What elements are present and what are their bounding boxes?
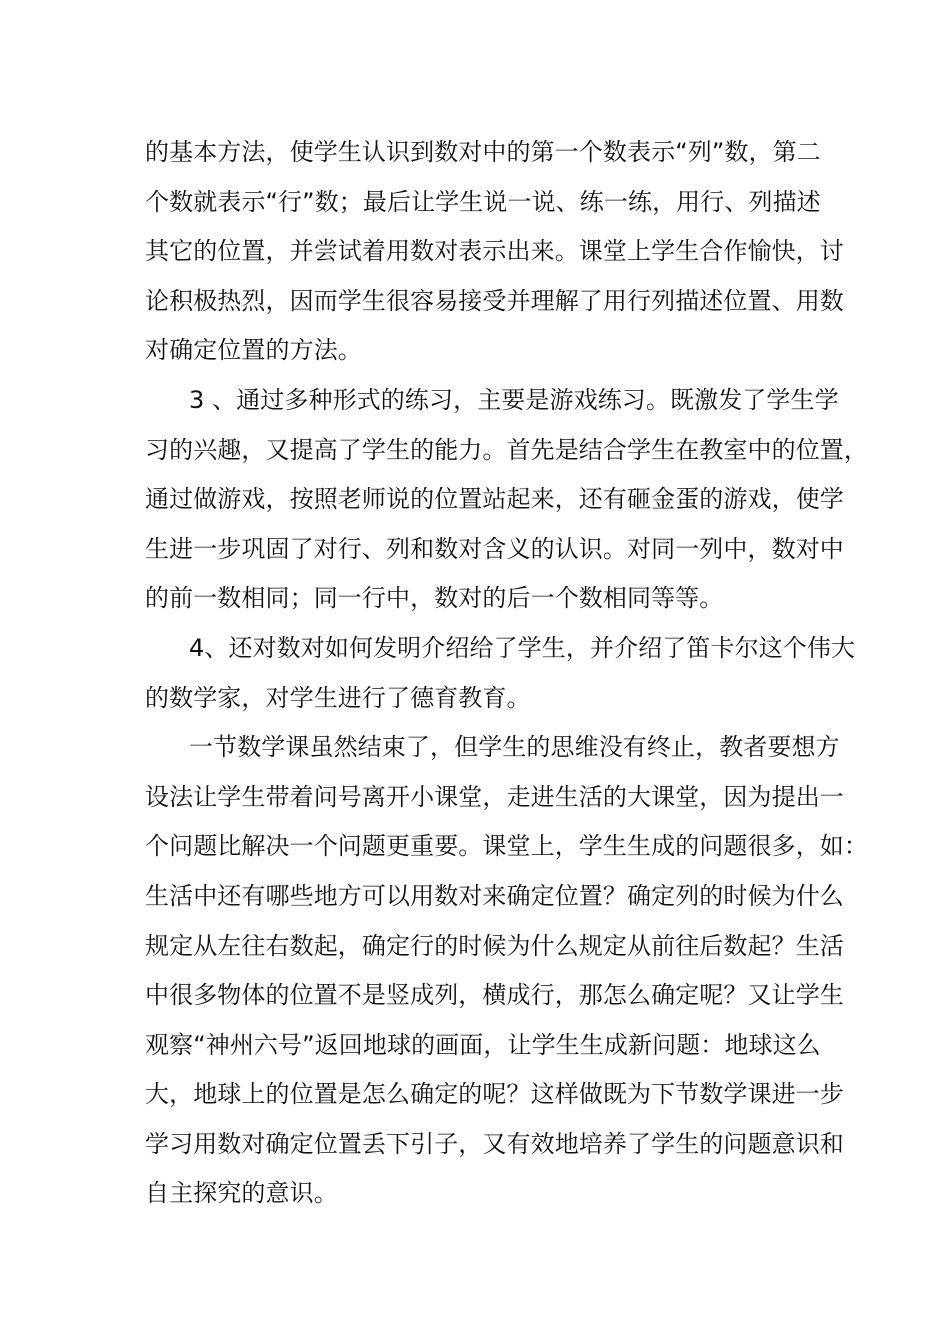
text-line: 生进一步巩固了对行、列和数对含义的认识。对同一列中，数对中: [145, 534, 844, 563]
paragraph-start-line: 3 、通过多种形式的练习，主要是游戏练习。既激发了学生学: [189, 385, 839, 414]
paragraph-start-line: 4、还对数对如何发明介绍给了学生，并介绍了笛卡尔这个伟大: [189, 633, 856, 662]
text-line: 论积极热烈，因而学生很容易接受并理解了用行列描述位置、用数: [145, 286, 844, 315]
text-line: 通过做游戏，按照老师说的位置站起来，还有砸金蛋的游戏，使学: [145, 485, 844, 514]
text-line: 的数学家，对学生进行了德育教育。: [145, 683, 531, 712]
text-line: 中很多物体的位置不是竖成列，横成行，那怎么确定呢？又让学生: [145, 981, 844, 1010]
body-text: [145, 128, 868, 1219]
text-line: 学习用数对确定位置丢下引子，又有效地培养了学生的问题意识和: [145, 1129, 844, 1158]
text-line: 规定从左往右数起，确定行的时候为什么规定从前往后数起？生活: [145, 931, 844, 960]
text-line: 的基本方法，使学生认识到数对中的第一个数表示“列”数，第二: [145, 138, 821, 166]
text-line: 观察“神州六号”返回地球的画面，让学生生成新问题：地球这么: [145, 1030, 821, 1059]
text-line: 个数就表示“行”数；最后让学生说一说、练一练，用行、列描述: [145, 187, 821, 216]
text-line: 的前一数相同；同一行中，数对的后一个数相同等等。: [145, 584, 724, 613]
text-line: 大，地球上的位置是怎么确定的呢？这样做既为下节数学课进一步: [145, 1080, 844, 1109]
text-line: 其它的位置，并尝试着用数对表示出来。课堂上学生合作愉快，讨: [145, 237, 844, 266]
text-line: 自主探究的意识。: [145, 1179, 338, 1208]
text-line: 设法让学生带着问号离开小课堂，走进生活的大课堂，因为提出一: [145, 782, 844, 811]
text-line: 习的兴趣，又提高了学生的能力。首先是结合学生在教室中的位置，: [145, 435, 868, 464]
text-line: 生活中还有哪些地方可以用数对来确定位置？确定列的时候为什么: [145, 881, 844, 910]
paragraph-start-line: 一节数学课虽然结束了，但学生的思维没有终止，教者要想方: [189, 733, 840, 762]
text-line: 对确定位置的方法。: [145, 336, 362, 365]
text-line: 个问题比解决一个问题更重要。课堂上，学生生成的问题很多，如：: [145, 832, 868, 861]
